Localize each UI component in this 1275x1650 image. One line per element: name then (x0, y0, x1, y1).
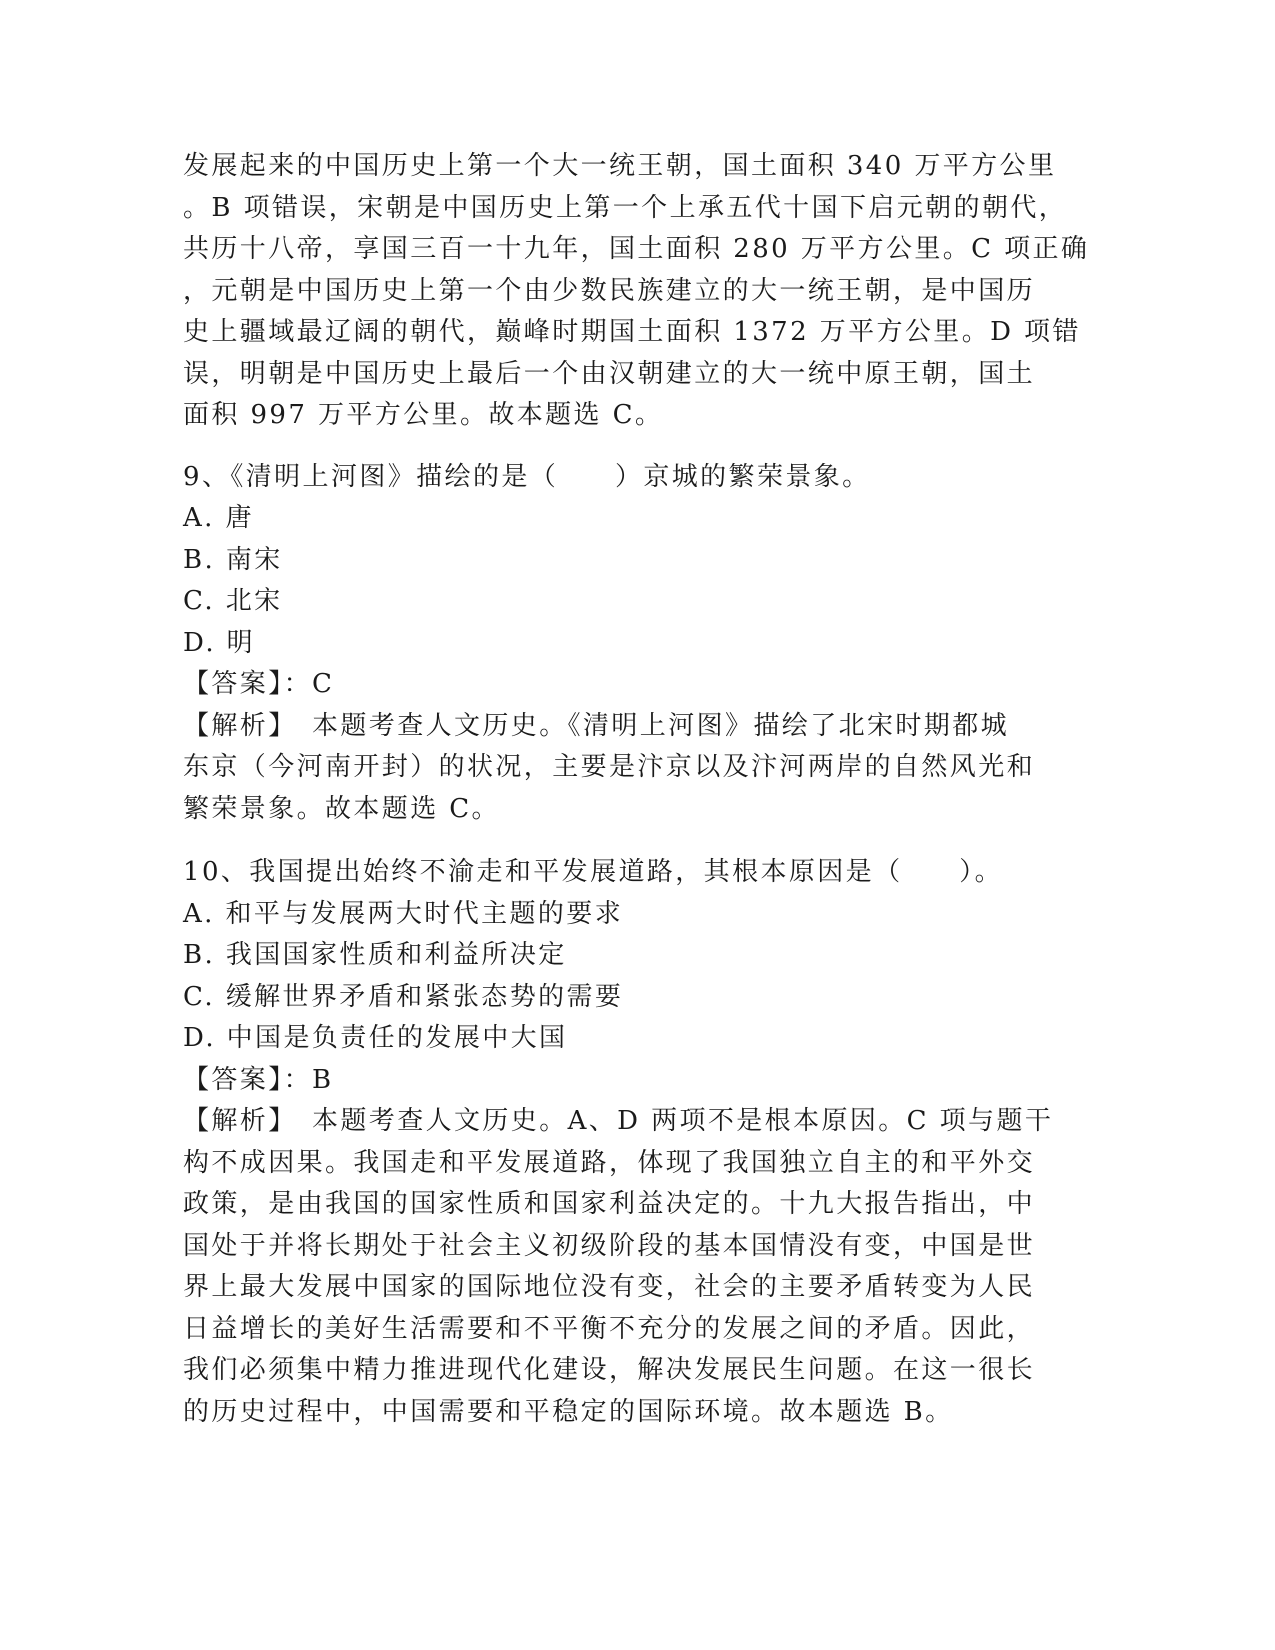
previous-question-explanation (183, 146, 1090, 437)
answer-label: 【答案】：C (183, 669, 335, 699)
document-page (183, 146, 1090, 1433)
question-stem: 9、《清明上河图》描绘的是（ ）京城的繁荣景象。 (183, 461, 871, 492)
explanation-line: 误，明朝是中国历史上最后一个由汉朝建立的大一统中原王朝，国土 (183, 358, 1036, 389)
analysis-line: 我们必须集中精力推进现代化建设，解决发展民生问题。在这一很长 (183, 1355, 1036, 1385)
option-d: D. 中国是负责任的发展中大国 (183, 1023, 568, 1053)
explanation-line: 面积 997 万平方公里。故本题选 C。 (183, 400, 664, 430)
option-c: C. 北宋 (183, 586, 283, 616)
question-stem: 10、我国提出始终不渝走和平发展道路，其根本原因是（ ）。 (183, 857, 1004, 887)
question-9 (183, 457, 1083, 831)
analysis-line: 政策，是由我国的国家性质和国家利益决定的。十九大报告指出，中 (183, 1189, 1036, 1219)
explanation-line: ，元朝是中国历史上第一个由少数民族建立的大一统王朝，是中国历 (183, 275, 1036, 306)
option-d: D. 明 (183, 627, 256, 658)
analysis-line: 繁荣景象。故本题选 C。 (183, 793, 500, 824)
option-a: A. 和平与发展两大时代主题的要求 (183, 898, 624, 929)
analysis-line: 日益增长的美好生活需要和不平衡不充分的发展之间的矛盾。因此， (183, 1313, 1036, 1344)
analysis-line: 的历史过程中，中国需要和平稳定的国际环境。故本题选 B。 (183, 1396, 954, 1427)
explanation-line: 发展起来的中国历史上第一个大一统王朝，国土面积 340 万平方公里 (183, 151, 1057, 181)
analysis-line: 国处于并将长期处于社会主义初级阶段的基本国情没有变，中国是世 (183, 1230, 1036, 1261)
analysis-line: 构不成因果。我国走和平发展道路，体现了我国独立自主的和平外交 (183, 1147, 1036, 1178)
analysis-line: 东京（今河南开封）的状况，主要是汴京以及汴河两岸的自然风光和 (183, 752, 1036, 782)
option-b: B. 南宋 (183, 544, 283, 575)
option-b: B. 我国国家性质和利益所决定 (183, 940, 567, 970)
explanation-line: 。B 项错误，宋朝是中国历史上第一个上承五代十国下启元朝的朝代， (183, 192, 1068, 223)
explanation-line: 史上疆域最辽阔的朝代，巅峰时期国土面积 1372 万平方公里。D 项错 (183, 317, 1081, 347)
option-a: A. 唐 (183, 503, 254, 533)
answer-label: 【答案】：B (183, 1064, 334, 1095)
analysis-line: 界上最大发展中国家的国际地位没有变，社会的主要矛盾转变为人民 (183, 1272, 1036, 1302)
analysis-line: 【解析】 本题考查人文历史。A、D 两项不是根本原因。C 项与题干 (183, 1106, 1054, 1136)
analysis-line: 【解析】 本题考查人文历史。《清明上河图》描绘了北宋时期都城 (183, 710, 1010, 741)
question-10 (183, 852, 1083, 1433)
option-c: C. 缓解世界矛盾和紧张态势的需要 (183, 981, 624, 1012)
explanation-line: 共历十八帝，享国三百一十九年，国土面积 280 万平方公里。C 项正确 (183, 234, 1090, 264)
